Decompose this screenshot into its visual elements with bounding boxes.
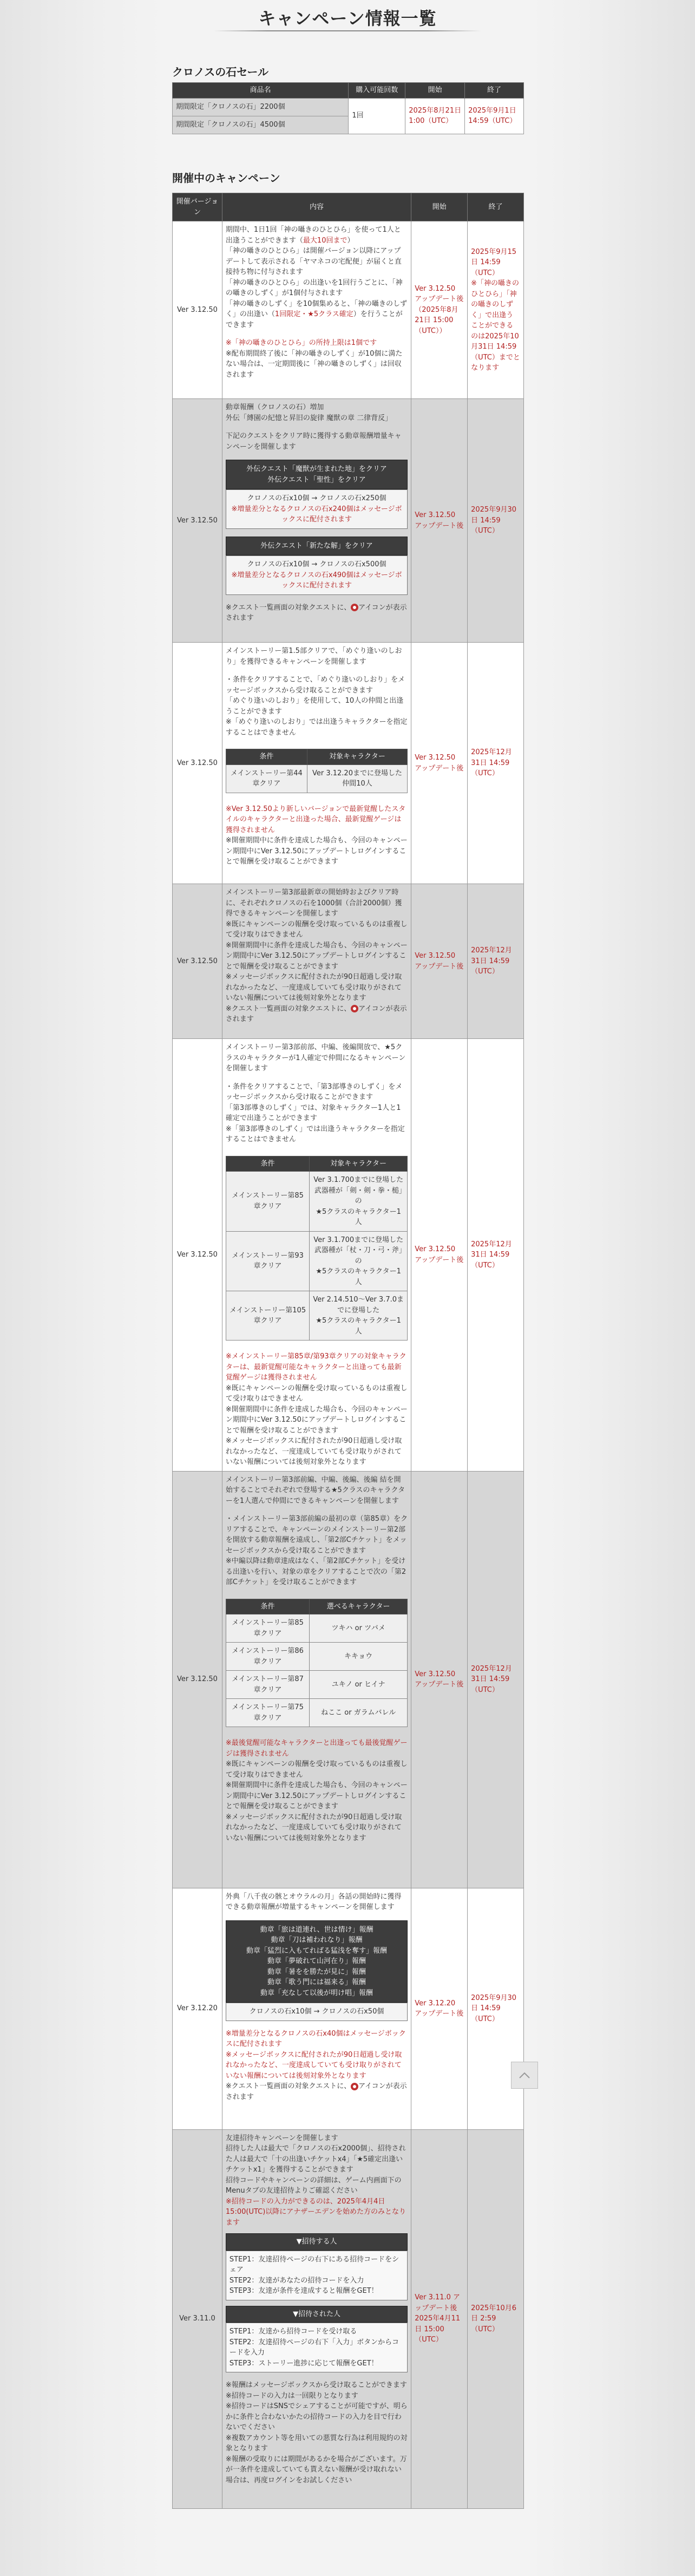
- chevron-up-icon: [519, 2071, 530, 2079]
- sale-product-1: 期間限定「クロノスの石」2200個: [173, 98, 349, 116]
- condition-table: [226, 1156, 408, 1341]
- content-text: 外典「八千夜の骸とオウラルの月」各話の開始時に獲得できる動章報酬が増量するキャンペーンを開催します: [225, 1892, 402, 1911]
- campaign-row: [173, 221, 524, 399]
- campaign-header-content: 内容: [222, 193, 411, 221]
- campaign-start: Ver 3.12.50 アップデート後: [411, 1039, 468, 1472]
- condition-cell: メインストーリー第93章クリア: [226, 1231, 309, 1291]
- campaign-version: Ver 3.12.50: [173, 221, 222, 399]
- red-badge-icon: [351, 1005, 358, 1012]
- campaign-start: Ver 3.12.50 アップデート後: [411, 399, 468, 643]
- condition-header: 条件: [226, 749, 307, 765]
- content-highlight: 1回限定・★5クラス確定: [274, 310, 353, 318]
- content-highlight: ※招待コードの入力ができるのは、2025年4月4日15:00(UTC)以降にアナザーエデンを始めた方のみとなります: [225, 2197, 406, 2227]
- campaign-start: Ver 3.12.50 アップデート後: [411, 1471, 468, 1888]
- background-right-decoration: [533, 0, 695, 2576]
- campaign-row: [173, 2129, 524, 2508]
- reward-condition-box: 外伝クエスト「魔獣が生まれた地」をクリア 外伝クエスト「聖性」をクリア: [226, 460, 408, 489]
- condition-cell: メインストーリー第75章クリア: [226, 1699, 309, 1727]
- campaign-start: Ver 3.12.20 アップデート後: [411, 1888, 468, 2129]
- invitee-steps: STEP1：友達から招待コードを受け取る STEP2：友達招待ページの右下「入力」ボタンからコードを入力 STEP3：ストーリー進捗に応じて報酬をGET！: [226, 2323, 408, 2372]
- content-text: 動章報酬（クロノスの石）増加 外伝「縛園の紀憶と昇旧の旋律 魔獣の章 二律背反」: [225, 403, 392, 422]
- content-highlight: 最大10回まで: [303, 236, 348, 245]
- campaign-start: Ver 3.11.0 アップデート後 2025年4月11日 15:00（UTC）: [411, 2129, 468, 2508]
- campaigns-table: [172, 193, 524, 2509]
- content-text: 下記のクエストをクリア時に獲得する動章報酬増量キャンペーンを開催します: [225, 432, 402, 451]
- reward-condition-line: 動章「旅は道連れ、世は情け」報酬: [260, 1925, 373, 1934]
- campaign-end: 2025年12月31日 14:59（UTC）: [468, 643, 524, 884]
- campaign-version: Ver 3.12.50: [173, 399, 222, 643]
- sale-header-start: 開始: [405, 83, 465, 99]
- title-underline: [214, 30, 481, 31]
- red-badge-icon: [351, 604, 358, 611]
- content-note: ※開催期間中に条件を達成した場合も、今回のキャンペーン期間中にVer 3.12.50にアップデートしログインすることで報酬を受け取ることができます: [225, 836, 408, 866]
- reward-condition-box: [226, 1920, 408, 2003]
- reward-condition-line: 動章「夢破れて山河在り」報酬: [267, 1957, 366, 1965]
- content-text: メインストーリー第3部最新章の開始時およびクリア時に、それぞれクロノスの石を1000個（合計2000個）獲得できるキャンペーンを開催します: [225, 888, 402, 918]
- sale-heading: クロノスの石セール: [172, 66, 268, 79]
- inviter-heading: ▼招待する人: [226, 2233, 408, 2251]
- content-highlight: ※最後覚醒可能なキャラクターと出逢っても最後覚醒ゲージは獲得されません: [225, 1739, 408, 1758]
- reward-condition-line: 動章「刀は補われなり」報酬: [271, 1936, 363, 1944]
- campaign-end: 2025年10月6日 2:59（UTC）: [468, 2129, 524, 2508]
- campaign-row: [173, 884, 524, 1039]
- campaigns-heading: 開催中のキャンペーン: [172, 172, 280, 185]
- campaign-content: [222, 1039, 411, 1472]
- campaign-start: Ver 3.12.50 アップデート後: [411, 643, 468, 884]
- campaign-version: Ver 3.12.50: [173, 1039, 222, 1472]
- campaign-content: [222, 221, 411, 399]
- reward-condition-line: 動章「猛烈に入もてればる猛浅を奪す」報酬: [246, 1946, 388, 1955]
- content-text: メインストーリー第1.5部クリアで、「めぐり逢いのしおり」を獲得できるキャンペーンを開催します: [225, 647, 402, 666]
- content-text: 友達招待キャンペーンを開催します 招待した人は最大で「クロノスの石x2000個」、招待された人は最大で「十の出逢いチケットx4」「★5確定出逢いチケットx1」を獲得することができます 招待コードやキャンペーンの詳細は、ゲーム内画面下のMenuタブの友達招待よりご確認ください: [225, 2134, 406, 2195]
- target-header: 対象キャラクター: [310, 1156, 408, 1172]
- content-note: ※既にキャンペーンの報酬を受け取っているものは重複して受け取りはできません ※開催期間中に条件を達成した場合も、今回のキャンペーン期間中にVer 3.12.50にアップデートしログインすることで報酬を受け取ることができます ※メッセージボックスに配付されたが90日超過し受け取れなかったなど、一度達成していても受け取りがされていない報酬については後刻対象外となります: [225, 1760, 408, 1842]
- content-note: ※「神の囁きのひとひら」の所持上限は1個です: [225, 339, 377, 347]
- reward-detail-box: [226, 555, 408, 595]
- content-highlight: ※メインストーリー第85章/第93章クリアの対象キャラクターは、最新覚醒可能なキャラクターと出逢っても最新覚醒ゲージは獲得されません: [225, 1352, 406, 1382]
- content-highlight: ※Ver 3.12.50より新しいバージョンで最新覚醒したスタイルのキャラクターと出逢った場合、最新覚醒ゲージは獲得されません: [225, 805, 406, 834]
- content-text: ・条件をクリアすることで、「第3部導きのしずく」をメッセージボックスから受け取ることができます 「第3部導きのしずく」では、対象キャラクター1人と1確定で出逢うことができます ※「第3部導きのしずく」では出逢うキャラクターを指定することはできません: [225, 1082, 405, 1143]
- target-cell: Ver 3.12.20までに登場した仲間10人: [307, 764, 407, 793]
- condition-header: 条件: [226, 1599, 309, 1614]
- campaign-content: [222, 399, 411, 643]
- reward-amount: クロノスの石x10個 → クロノスの石x500個: [247, 560, 386, 568]
- condition-table: [226, 749, 408, 793]
- condition-cell: メインストーリー第87章クリア: [226, 1671, 309, 1699]
- campaign-row: [173, 1471, 524, 1888]
- target-cell: Ver 3.1.700までに登場した武器種が「剣・剣・拳・槌」の ★5クラスのキャラクター1人: [310, 1172, 408, 1232]
- condition-cell: メインストーリー第105章クリア: [226, 1291, 309, 1341]
- reward-amount: クロノスの石x10個 → クロノスの石x250個: [247, 494, 386, 502]
- campaign-row: [173, 643, 524, 884]
- reward-condition-line: 動章「歌う門には福来る」報酬: [267, 1978, 366, 1986]
- page-title: キャンペーン情報一覧: [258, 8, 437, 29]
- target-cell: ユキノ or ヒイナ: [310, 1671, 408, 1699]
- content-text: ・メインストーリー第3部前編の最初の章（第85章）をクリアすることで、キャンペーンのメインストーリー第2部を開放する動章報酬を遠成し、「第2部Cチケット」をメッセージボックスから受け取ることができます ※中編以降は動章達成はなく、「第2部Cチケット」を受ける出逢いを行い、対象の章をクリアすることで次の「第2部Cチケット」を受け取ることができます: [225, 1515, 408, 1586]
- content-text: ・条件をクリアすることで、「めぐり逢いのしおり」をメッセージボックスから受け取ることができます 「めぐり逢いのしおり」を使用して、10人の仲間と出逢うことができます ※「めぐり逢いのしおり」では出逢うキャラクターを指定することはできません: [225, 676, 408, 737]
- campaign-start: Ver 3.12.50 アップデート後: [411, 884, 468, 1039]
- background-left-decoration: [0, 0, 162, 2576]
- content-note: ※クエスト一覧画面の対象クエストに、: [225, 603, 351, 612]
- campaign-end: 2025年12月31日 14:59（UTC）: [468, 884, 524, 1039]
- red-badge-icon: [351, 2083, 358, 2090]
- campaign-end: 2025年9月30日 14:59（UTC）: [468, 1888, 524, 2129]
- campaign-end: 2025年12月31日 14:59（UTC）: [468, 1471, 524, 1888]
- content-note: ※既にキャンペーンの報酬を受け取っているものは重複して受け取りはできません ※開催期間中に条件を達成した場合も、今回のキャンペーン期間中にVer 3.12.50にアップデートしログインすることで報酬を受け取ることができます ※メッセージボックスに配付されたが90日超過し受け取れなかったなど、一度達成していても受け取りがされていない報酬については後刻対象外となります ※クエスト一覧画面の対象クエストに、: [225, 920, 408, 1013]
- target-cell: ねここ or ガラムバレル: [310, 1699, 408, 1727]
- campaign-header-version: 開催バージョン: [173, 193, 222, 221]
- content-text: ）: [347, 236, 355, 245]
- campaign-content: [222, 643, 411, 884]
- campaign-version: Ver 3.12.50: [173, 1471, 222, 1888]
- reward-note: ※増量差分となるクロノスの石x240個はメッセージボックスに配付されます: [231, 505, 402, 524]
- campaign-header-end: 終了: [468, 193, 524, 221]
- sale-limit: 1回: [349, 98, 405, 134]
- campaign-version: Ver 3.12.50: [173, 884, 222, 1039]
- sale-header-end: 終了: [465, 83, 524, 99]
- scroll-to-top-button[interactable]: [511, 2062, 538, 2089]
- content-note: アイコンが表示されます: [225, 1004, 407, 1023]
- sale-table: [172, 82, 524, 134]
- content-note: ※クエスト一覧画面の対象クエストに、: [225, 2082, 351, 2090]
- condition-table: [226, 1599, 408, 1728]
- reward-condition-line: 動章「暑をを勝たが見に」報酬: [267, 1967, 366, 1976]
- campaign-content: [222, 2129, 411, 2508]
- condition-header: 条件: [226, 1156, 309, 1172]
- content-note: ※配布期間終了後に「神の囁きのしずく」が10個に満たない場合は、一定期間後に「神の囁きのしずく」は回収されます: [225, 349, 403, 379]
- content-note: アイコンが表示されます: [225, 603, 407, 622]
- target-cell: Ver 3.1.700までに登場した武器種が「杖・刀・弓・斧」の ★5クラスのキャラクター1人: [310, 1231, 408, 1291]
- content-text: メインストーリー第3部前編、中編、後編、後編 結を開始することでそれぞれで登場する★5クラスのキャラクターを1人選んで仲間にできるキャンペーンを開催します: [225, 1475, 405, 1505]
- campaign-row: [173, 1039, 524, 1472]
- campaign-version: Ver 3.12.20: [173, 1888, 222, 2129]
- reward-condition-line: 動章「充なして以後が明け唱」報酬: [260, 1989, 373, 1997]
- inviter-steps: STEP1：友達招待ページの右下にある招待コードをシェア STEP2：友達があなたの招待コードを入力 STEP3：友達が条件を達成すると報酬をGET！: [226, 2251, 408, 2300]
- campaign-content: [222, 1888, 411, 2129]
- campaign-content: [222, 1471, 411, 1888]
- campaign-start: Ver 3.12.50 アップデート後（2025年8月21日 15:00（UTC））: [411, 221, 468, 399]
- content-note: ※既にキャンペーンの報酬を受け取っているものは重複して受け取りはできません ※開催期間中に条件を達成した場合も、今回のキャンペーン期間中にVer 3.12.50にアップデートしログインすることで報酬を受け取ることができます ※メッセージボックスに配付されたが90日超過し受け取れなかったなど、一度達成していても受け取りがされていない報酬については後刻対象外となります: [225, 1384, 408, 1466]
- target-cell: キキョウ: [310, 1643, 408, 1671]
- campaign-end: 2025年9月30日 14:59（UTC）: [468, 399, 524, 643]
- campaign-header-start: 開始: [411, 193, 468, 221]
- target-header: 選べるキャラクター: [310, 1599, 408, 1614]
- campaign-end: 2025年12月31日 14:59（UTC）: [468, 1039, 524, 1472]
- content-text: メインストーリー第3部前部、中編、後編開放で、★5クラスのキャラクターが1人確定で仲間になるキャンペーンを開催します: [225, 1043, 406, 1073]
- sale-header-limit: 購入可能回数: [349, 83, 405, 99]
- condition-cell: メインストーリー第86章クリア: [226, 1643, 309, 1671]
- content-text: 「神の囁きのひとひら」の出逢いを1回行うごとに、「神の囁きのしずく」が1個付与されます: [225, 278, 403, 297]
- content-note: アイコンが表示されます: [225, 2082, 407, 2101]
- content-text: 「神の囁きのひとひら」は開催バージョン以降にアップデートして表示される「ヤマネコの宅配便」が届くと直接持ち物に付与されます: [225, 247, 402, 276]
- content-note: ※報酬はメッセージボックスから受け取ることができます ※招待コードの入力は一回限りとなります ※招待コードはSNSでシェアすることが可能ですが、明らかに条件と合わないかたの招待コードの入力を目で行わないでください ※複数アカウント等を用いての悪質な行為は利用規約の対象となります ※報酬の受取りには期間があるかを場合がございます。万が一条件を達成していても貰えない報酬が受け取れない場合は、再度ログインをお試しください: [225, 2381, 408, 2485]
- campaign-content: [222, 884, 411, 1039]
- content-text: 「神の囁きのしずく」を10個集めると、「神の囁きのしずく」の出逢い（: [225, 299, 407, 318]
- content-text: ）を行うことができます: [225, 310, 403, 329]
- sale-end: 2025年9月1日 14:59（UTC）: [465, 98, 524, 134]
- condition-cell: メインストーリー第85章クリア: [226, 1172, 309, 1232]
- campaign-version: Ver 3.11.0: [173, 2129, 222, 2508]
- reward-note: ※増量差分となるクロノスの石x490個はメッセージボックスに配付されます: [231, 571, 402, 590]
- target-cell: ツキハ or ツバメ: [310, 1614, 408, 1643]
- sale-product-2: 期間限定「クロノスの石」4500個: [173, 116, 349, 134]
- sale-header-name: 商品名: [173, 83, 349, 99]
- campaign-end: 2025年9月15日 14:59（UTC） ※「神の囁きのひとひら」「神の囁きのしずく」で出逢うことができるのは2025年10月31日 14:59（UTC）までとなります: [468, 221, 524, 399]
- content-highlight: ※増量差分となるクロノスの石x40個はメッセージボックスに配付されます ※メッセージボックスに配付されたが90日超過し受け取れなかったなど、一度達成していても受け取りがされていない報酬については後刻対象外となります: [225, 2029, 406, 2080]
- sale-start: 2025年8月21日 1:00（UTC）: [405, 98, 465, 134]
- condition-cell: メインストーリー第85章クリア: [226, 1614, 309, 1643]
- reward-detail-box: [226, 489, 408, 529]
- target-header: 対象キャラクター: [307, 749, 407, 765]
- campaign-row: [173, 399, 524, 643]
- content-text: 期間中、1日1回「神の囁きのひとひら」を使って1人と出逢うことができます（: [225, 226, 401, 245]
- condition-cell: メインストーリー第44章クリア: [226, 764, 307, 793]
- campaign-version: Ver 3.12.50: [173, 643, 222, 884]
- target-cell: Ver 2.14.510〜Ver 3.7.0までに登場した ★5クラスのキャラクター1人: [310, 1291, 408, 1341]
- campaign-row: [173, 1888, 524, 2129]
- reward-condition-box: 外伝クエスト「新たな解」をクリア: [226, 537, 408, 556]
- invitee-heading: ▼招待された人: [226, 2306, 408, 2323]
- reward-detail-box: クロノスの石x10個 → クロノスの石x50個: [226, 2003, 408, 2021]
